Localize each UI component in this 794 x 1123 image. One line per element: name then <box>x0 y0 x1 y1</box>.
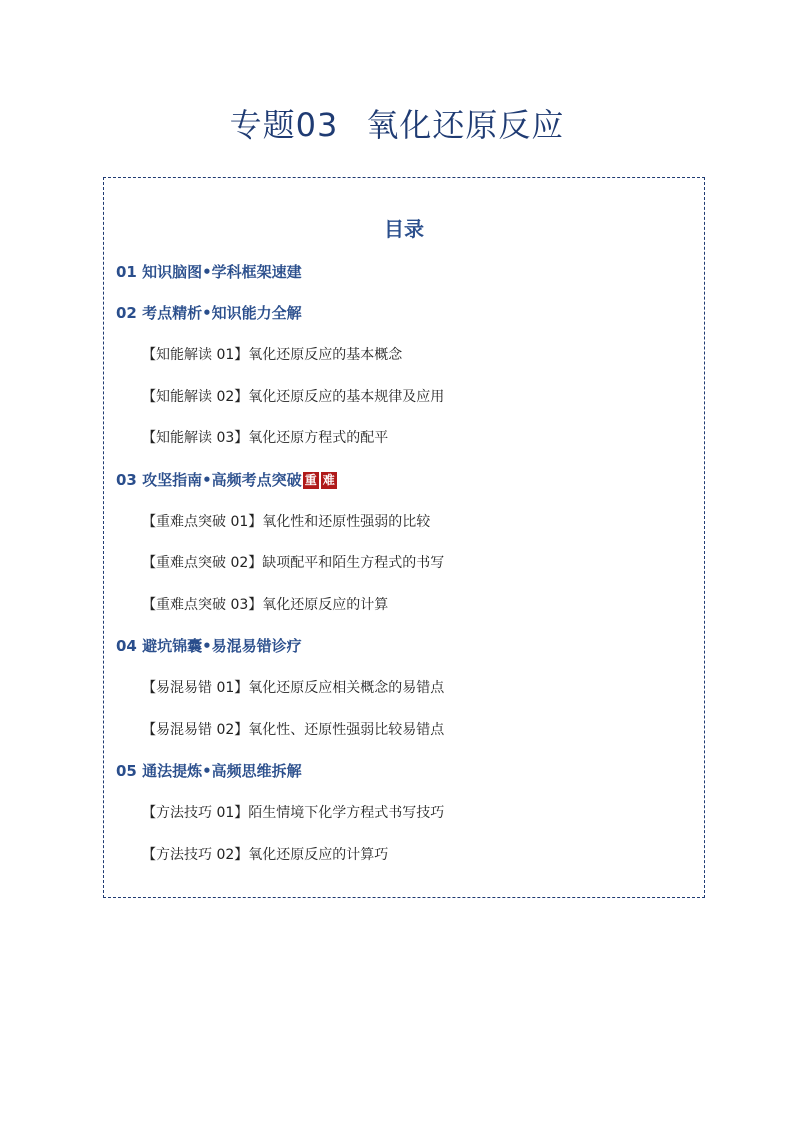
toc-item-difficulty-03[interactable]: 【重难点突破 03】氧化还原反应的计算 <box>142 597 389 613</box>
badge-nan: 难 <box>322 473 335 487</box>
badge-zhong: 重 <box>304 473 317 487</box>
toc-item-mistake-02[interactable]: 【易混易错 02】氧化性、还原性强弱比较易错点 <box>142 722 445 738</box>
toc-item-knowledge-02[interactable]: 【知能解读 02】氧化还原反应的基本规律及应用 <box>142 389 445 405</box>
toc-item-mistake-01[interactable]: 【易混易错 01】氧化还原反应相关概念的易错点 <box>142 680 445 696</box>
toc-item-difficulty-02[interactable]: 【重难点突破 02】缺项配平和陌生方程式的书写 <box>142 555 445 571</box>
toc-item-method-01[interactable]: 【方法技巧 01】陌生情境下化学方程式书写技巧 <box>142 805 445 821</box>
page-title-number: 专题03 <box>229 106 339 144</box>
toc-heading: 目录 <box>384 217 424 241</box>
toc-item-knowledge-03[interactable]: 【知能解读 03】氧化还原方程式的配平 <box>142 430 389 446</box>
toc-item-knowledge-01[interactable]: 【知能解读 01】氧化还原反应的基本概念 <box>142 347 403 363</box>
toc-item-difficulty-01[interactable]: 【重难点突破 01】氧化性和还原性强弱的比较 <box>142 514 431 530</box>
toc-section-03[interactable] <box>116 469 337 490</box>
page-title-text: 氧化还原反应 <box>366 106 565 144</box>
page-title <box>0 100 794 146</box>
toc-section-02[interactable]: 02 考点精析•知识能力全解 <box>116 304 302 322</box>
toc-section-04[interactable]: 04 避坑锦囊•易混易错诊疗 <box>116 637 302 655</box>
toc-section-01[interactable]: 01 知识脑图•学科框架速建 <box>116 263 302 281</box>
toc-section-05[interactable]: 05 通法提炼•高频思维拆解 <box>116 762 302 780</box>
toc-box <box>103 177 705 898</box>
toc-item-method-02[interactable]: 【方法技巧 02】氧化还原反应的计算巧 <box>142 847 389 863</box>
toc-section-03-label: 03 攻坚指南•高频考点突破 <box>116 471 302 489</box>
